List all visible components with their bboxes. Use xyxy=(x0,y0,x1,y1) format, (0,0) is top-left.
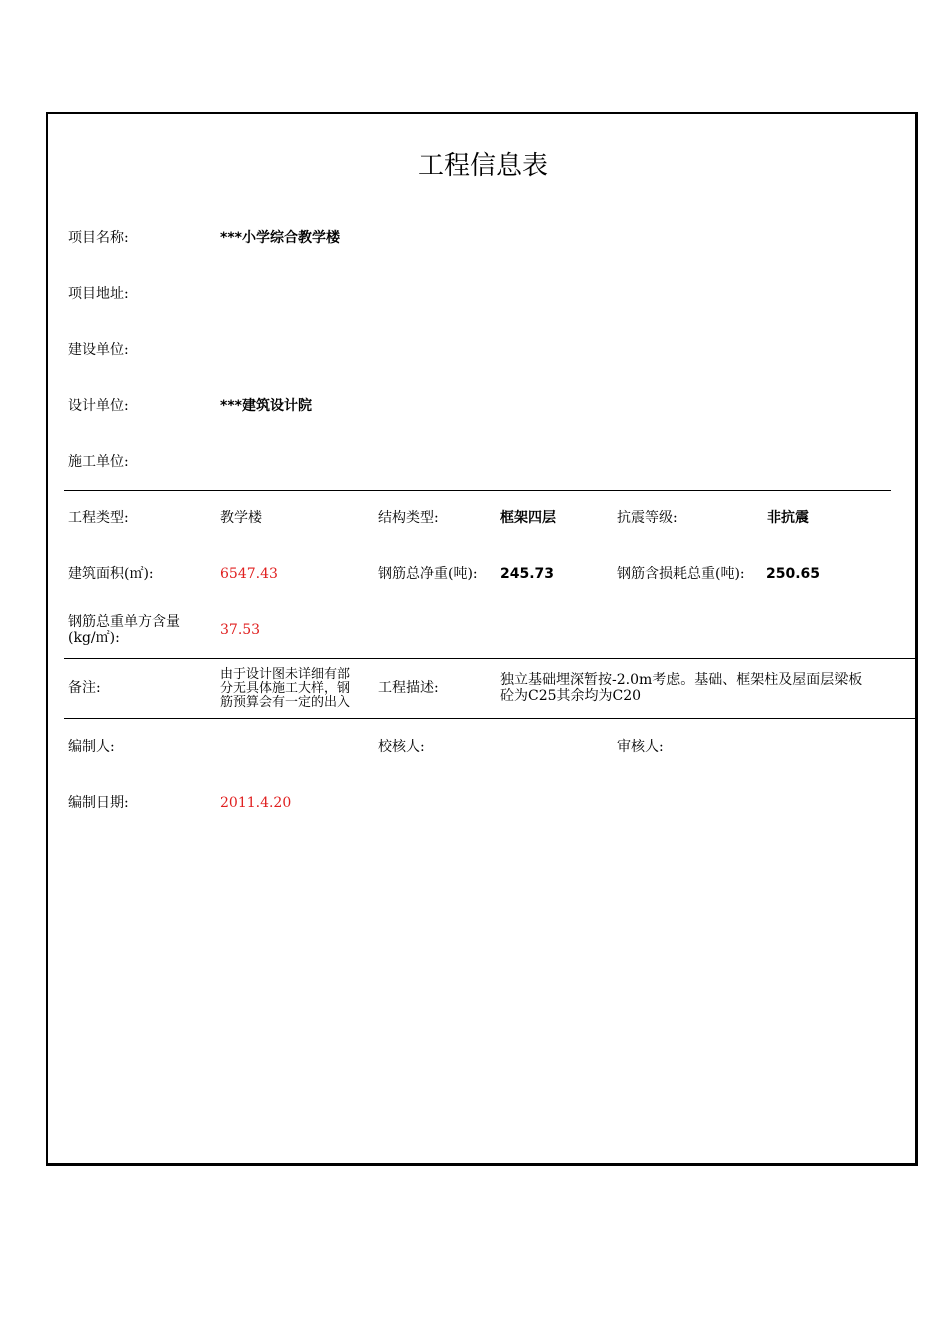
description-line-2: 砼为C25其余均为C20 xyxy=(500,688,642,704)
divider-3 xyxy=(64,718,918,719)
seismic-grade-label: 抗震等级: xyxy=(617,510,678,526)
structure-type-label: 结构类型: xyxy=(378,510,439,526)
compile-date-value: 2011.4.20 xyxy=(220,795,292,811)
reviewer-label: 审核人: xyxy=(617,739,664,755)
divider-2 xyxy=(64,658,918,659)
remark-label: 备注: xyxy=(68,680,101,696)
building-area-value: 6547.43 xyxy=(220,566,278,582)
checker-label: 校核人: xyxy=(378,739,425,755)
owner-unit-label: 建设单位: xyxy=(68,342,129,358)
project-address-label: 项目地址: xyxy=(68,286,129,302)
remark-line-3: 筋预算会有一定的出入 xyxy=(220,695,351,710)
remark-line-2: 分无具体施工大样，钢 xyxy=(220,681,351,696)
form-frame xyxy=(46,112,918,1166)
divider-1 xyxy=(64,490,891,491)
loss-weight-value: 250.65 xyxy=(766,566,821,582)
net-weight-value: 245.73 xyxy=(500,566,555,582)
design-unit-value: ***建筑设计院 xyxy=(220,398,312,414)
project-type-value: 教学楼 xyxy=(220,510,262,526)
description-label: 工程描述: xyxy=(378,680,439,696)
construction-unit-label: 施工单位: xyxy=(68,454,129,470)
structure-type-value: 框架四层 xyxy=(500,510,556,526)
project-name-label: 项目名称: xyxy=(68,230,129,246)
unit-content-label-line-2: (kg/㎡): xyxy=(68,630,120,646)
remark-line-1: 由于设计图未详细有部 xyxy=(220,667,351,682)
unit-content-value: 37.53 xyxy=(220,622,261,638)
net-weight-label: 钢筋总净重(吨): xyxy=(378,566,478,582)
page-title: 工程信息表 xyxy=(417,151,548,181)
unit-content-label-line-1: 钢筋总重单方含量 xyxy=(68,614,180,630)
loss-weight-label: 钢筋含损耗总重(吨): xyxy=(617,566,745,582)
project-name-value: ***小学综合教学楼 xyxy=(220,230,340,246)
seismic-grade-value: 非抗震 xyxy=(767,510,809,526)
description-line-1: 独立基础埋深暂按-2.0m考虑。基础、框架柱及屋面层梁板 xyxy=(500,672,863,688)
design-unit-label: 设计单位: xyxy=(68,398,129,414)
building-area-label: 建筑面积(㎡): xyxy=(68,566,154,582)
project-type-label: 工程类型: xyxy=(68,510,129,526)
compiler-label: 编制人: xyxy=(68,739,115,755)
compile-date-label: 编制日期: xyxy=(68,795,129,811)
